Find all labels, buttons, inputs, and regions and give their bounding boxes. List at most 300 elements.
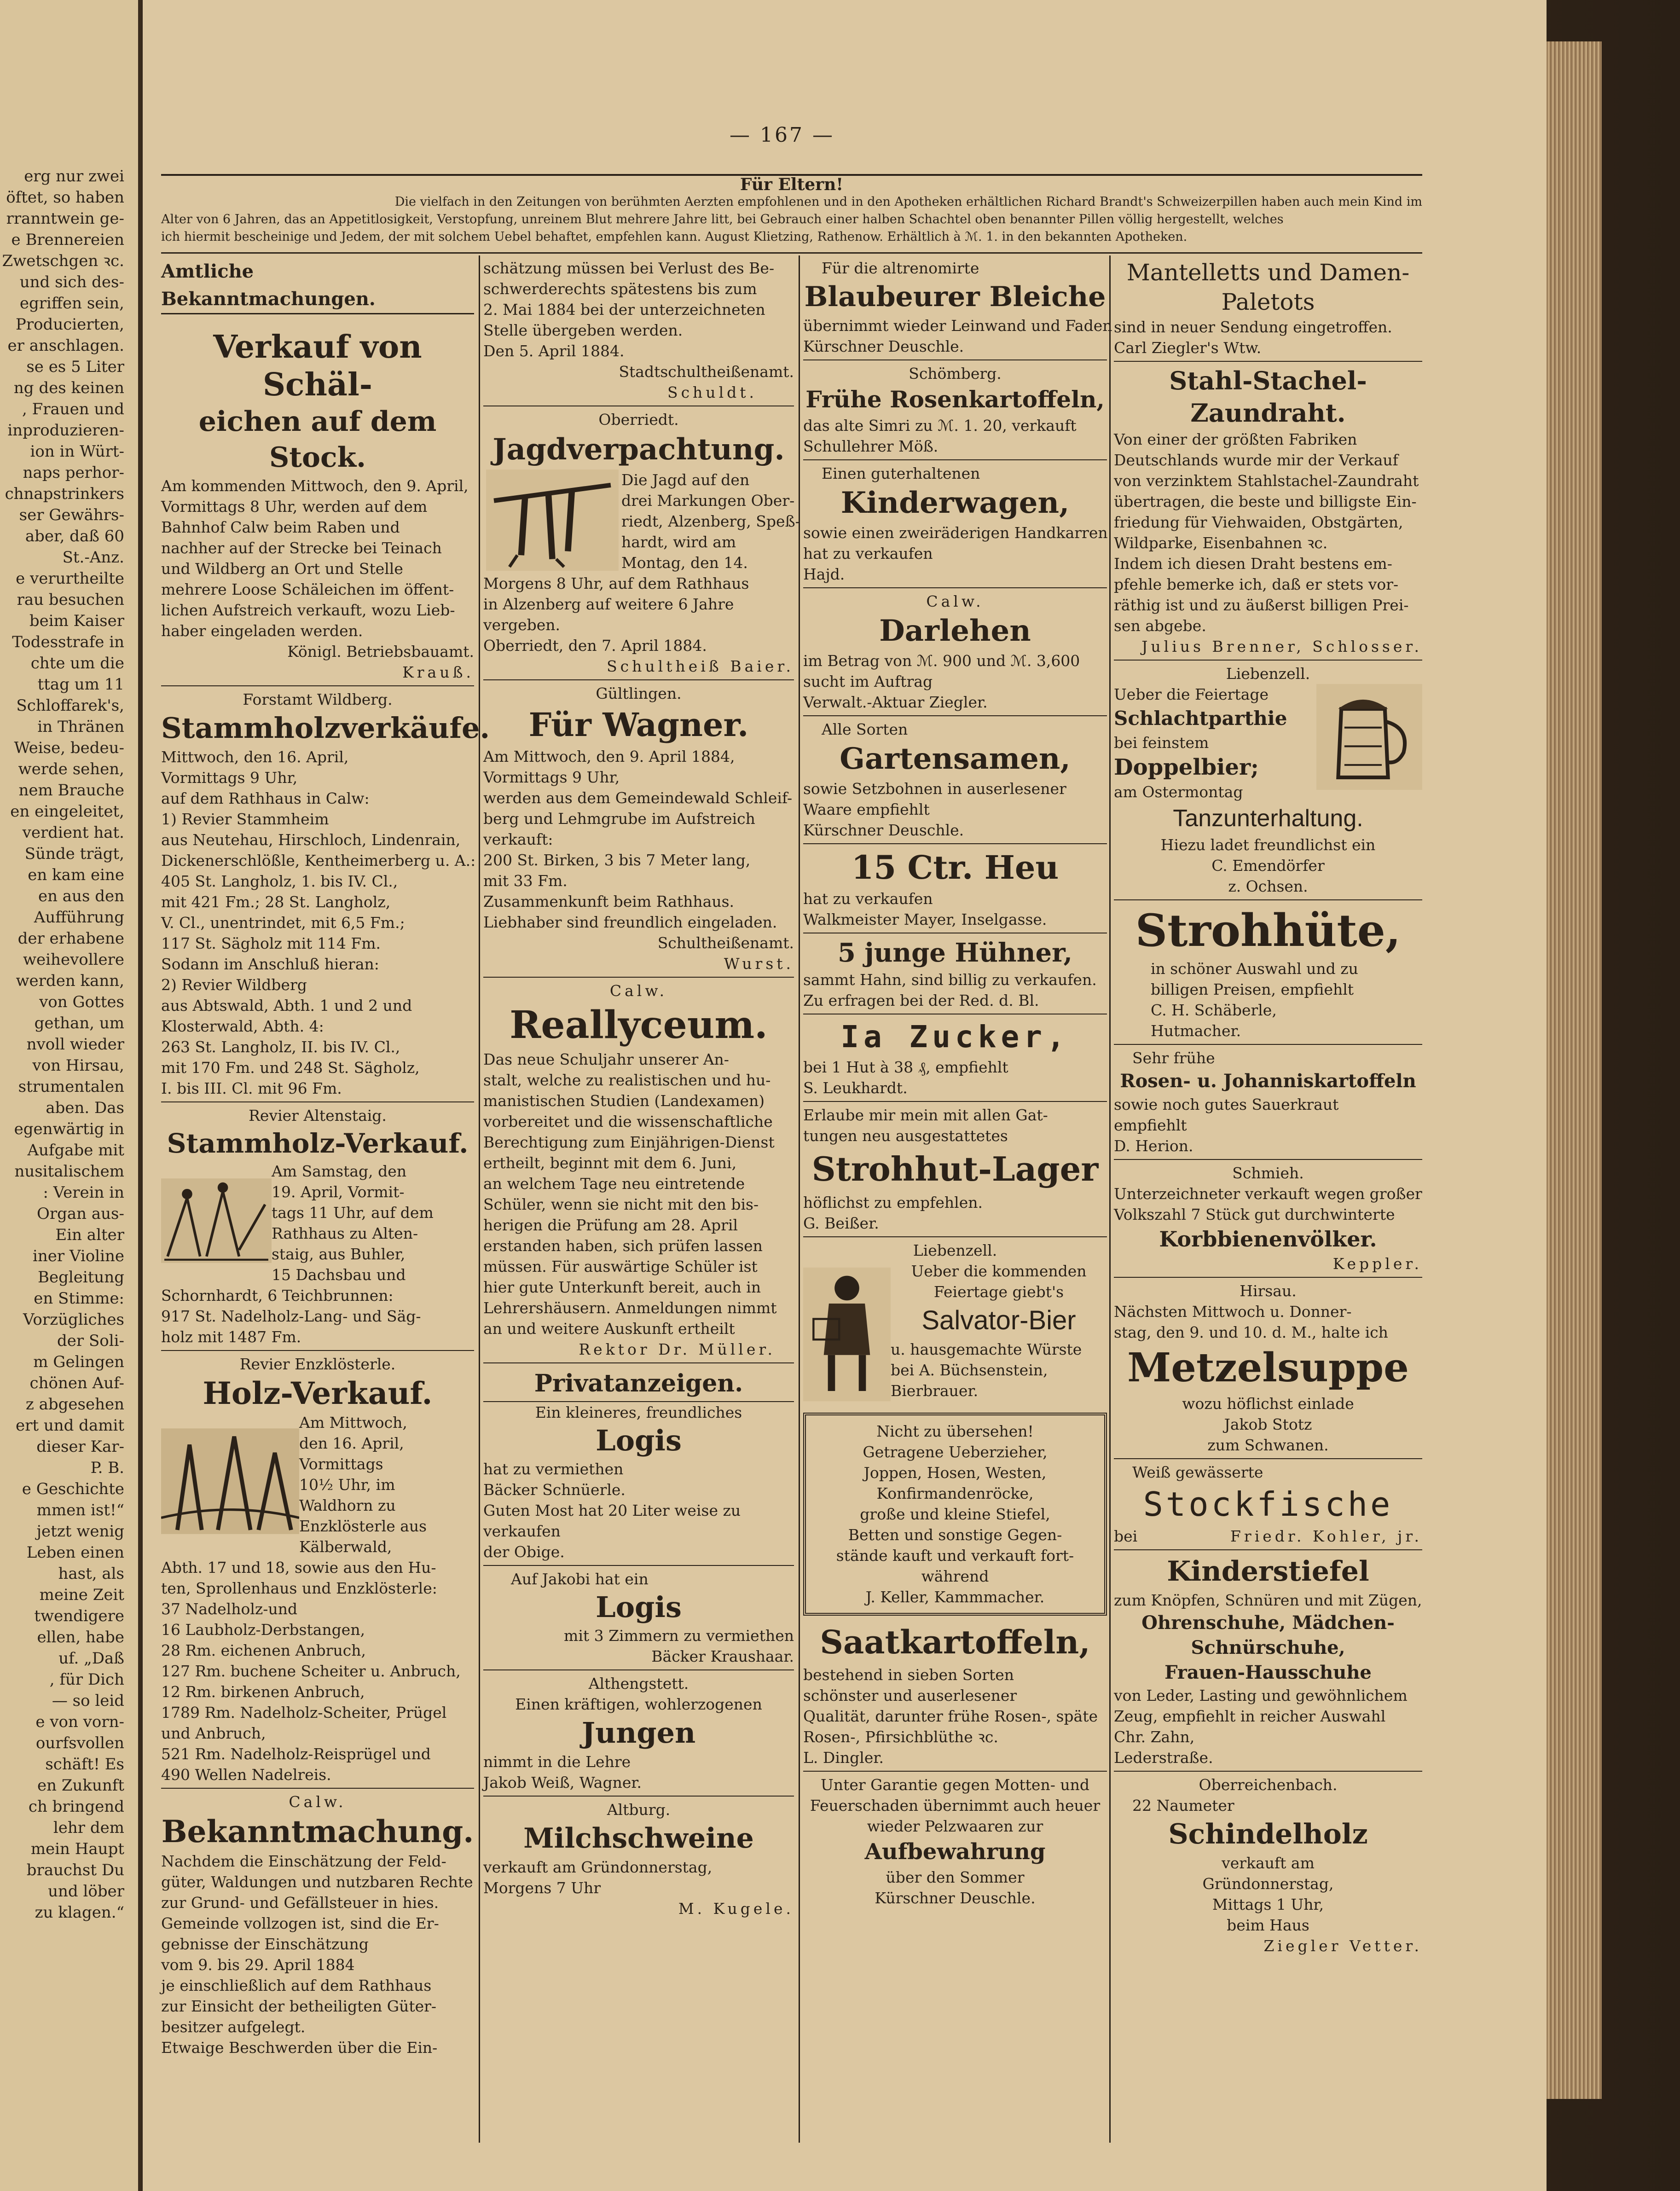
salvator-text-block [891,1261,1107,1408]
stammholz-verkauf-text-b [161,1285,474,1351]
leftcol-line: m Gelingen [33,1353,124,1371]
hirsau-place: Hirsau. [1240,1282,1297,1300]
leftcol-line: egenwärtig in [14,1120,124,1138]
c4d6-line: Volkszahl 7 Stück gut durchwinterte [1114,1206,1395,1223]
c4d5-line: sowie noch gutes Sauerkraut [1114,1096,1339,1113]
c2b5-line: Ein kleineres, freundliches [535,1403,742,1421]
c4d9b-line: Chr. Zahn, [1114,1728,1195,1746]
c4d4-line: in schöner Auswahl und zu [1151,960,1358,978]
c1a2-line: Mittwoch, den 16. April, [161,748,349,766]
kinderwagen-intro: Einen guterhaltenen [822,464,980,482]
jagd-line: Die Jagd auf den [621,471,750,489]
leftcol-line: inproduzieren- [7,421,124,440]
c4d4-line: C. H. Schäberle, [1151,1001,1277,1019]
c1a2-line: mit 170 Fm. und 248 St. Sägholz, [161,1059,420,1077]
vetter-sign: Ziegler Vetter. [1263,1937,1422,1955]
c4d9b-line: Lederstraße. [1114,1749,1213,1767]
c3c11-line: Nicht zu übersehen! [876,1422,1034,1440]
c4d3-line: Hiezu ladet freundlichst ein [1160,836,1376,854]
c3c12-line: schönster und auserlesener [803,1687,1017,1704]
huehner-text [803,969,1107,1014]
leftcol-line: twendigere [34,1607,124,1625]
c3c3-line: hat zu verkaufen [803,545,933,562]
naumeter-text: 22 Naumeter [1132,1797,1234,1814]
reallyceum-title: Reallyceum. [510,1003,768,1047]
c1a2-line: 117 St. Sägholz mit 114 Fm. [161,934,381,952]
c3c11-line: Getragene Ueberzieher, [863,1443,1048,1461]
holz-verkauf-title: Holz-Verkauf. [203,1375,433,1411]
jungen-intro: Einen kräftigen, wohlerzogenen [515,1695,762,1713]
c3c8-line: S. Leukhardt. [803,1079,908,1097]
leftcol-line: ion in Würt- [30,442,124,461]
stammholz-line: 19. April, Vormit- [272,1183,405,1201]
c3c3-line: Hajd. [803,565,845,583]
leftcol-line: ng des keinen [13,379,124,397]
salvator-body [803,1261,1107,1408]
holz-line: ten, Sprollenhaus und Enzklösterle: [161,1579,437,1597]
c1a5-line: je einschließlich auf dem Rathhaus [161,1977,432,1994]
stammholz-line: Schornhardt, 6 Teichbrunnen: [161,1287,394,1304]
leftcol-line: en Zukunft [37,1776,124,1795]
c3c9b-line: G. Beißer. [803,1214,879,1232]
c1a1-line: und Wildberg an Ort und Stelle [161,560,403,578]
c3c13-line: Feuerschaden übernimmt auch heuer [810,1797,1101,1814]
leftcol-line: e Geschichte [22,1480,124,1498]
c4d2-line: Deutschlands wurde mir der Verkauf [1114,451,1398,469]
jagd-line: Morgens 8 Uhr, auf dem Rathhaus [483,574,749,592]
c4d7b-line: zum Schwanen. [1207,1436,1329,1454]
leftcol-line: gethan, um [34,1014,124,1032]
salvator-bier-title: Salvator-Bier [921,1305,1076,1335]
rosenkartoffeln-text [803,415,1107,460]
leftcol-line: jetzt wenig [36,1522,124,1541]
leftcol-line: dieser Kar- [36,1437,124,1456]
leftcol-line: chte um die [30,654,124,672]
leftcol-line: aber, daß 60 [25,527,124,545]
logis-2-title: Logis [596,1590,682,1624]
c4d9s-line: Schnürschuhe, [1191,1637,1345,1658]
schoemberg-place: Schömberg. [909,365,1002,383]
gartensamen-title: Gartensamen, [840,742,1071,776]
leftcol-line: von Gottes [39,993,124,1011]
reallyceum-text [483,1049,794,1339]
stammholz-line: Am Samstag, den [272,1162,407,1180]
strohhut-text [803,1192,1107,1237]
jagd-line: Montag, den 14. [621,554,748,572]
logis-2-intro: Auf Jakobi hat ein [511,1570,649,1588]
leftcol-line: er anschlagen. [7,336,124,355]
c2b5b-line: verkaufen [483,1522,561,1540]
holz-line: Abth. 17 und 18, sowie aus den Hu- [161,1559,436,1577]
c2b6-line: mit 3 Zimmern zu vermiethen [564,1627,794,1645]
leftcol-line: schäft! Es [45,1755,124,1774]
woodcutters-illustration [161,1161,272,1281]
holz-line: 490 Wellen Nadelreis. [161,1766,331,1784]
hunting-trophy-illustration [483,470,621,571]
keller-ad-box [803,1413,1107,1616]
c3c12-line: Qualität, darunter frühe Rosen-, späte [803,1707,1098,1725]
doppelbier-title: Doppelbier; [1114,754,1259,780]
stockfische-intro: Weiß gewässerte [1132,1463,1263,1481]
column-4 [1114,258,1422,1956]
c2b1-line: Stelle übergeben werden. [483,321,683,339]
c4d7-line: stag, den 9. und 10. d. M., halte ich [1114,1323,1388,1341]
stockfische-title: Stockfische [1143,1485,1393,1524]
leftcol-line: en aus den [38,887,124,905]
holz-verkauf-body [161,1412,474,1557]
johanniskartoffeln-title: Rosen- u. Johanniskartoffeln [1120,1070,1416,1092]
c2b5b-line: der Obige. [483,1543,565,1561]
leftcol-line: und löber [48,1882,124,1901]
c3c5-line: sowie Setzbohnen in auserlesener [803,780,1066,798]
wildberg-place: Forstamt Wildberg. [243,690,393,708]
heu-text [803,888,1107,933]
holz-line: Enzklösterle aus [299,1517,427,1535]
schaeleichen-text [161,475,474,641]
liebenzell-place: Liebenzell. [913,1241,997,1259]
bekanntmachung-text [161,1851,474,2058]
stacheldraht-text [1114,429,1422,636]
oberriedt-place: Oberriedt. [598,411,679,429]
c3c7-line: Zu erfragen bei der Red. d. Bl. [803,991,1039,1009]
leftcol-line: brauchst Du [26,1861,124,1879]
leftcol-line: egriffen sein, [19,294,124,313]
c3c13-line: Unter Garantie gegen Motten- und [821,1776,1089,1794]
holz-line: 10½ Uhr, im [299,1476,395,1494]
c2b8-line: verkauft am Gründonnerstag, [483,1858,713,1876]
holz-line: und Anbruch, [161,1724,266,1742]
keller-ad-text [813,1421,1097,1607]
stammholz-verkauf-text-a [272,1161,474,1285]
c1a2-line: I. bis III. Cl. mit 96 Fm. [161,1079,342,1097]
left-page-text [0,0,131,1923]
c3c8-line: bei 1 Hut à 38 ₰, empfiehlt [803,1058,1008,1076]
c3c9b-line: höflichst zu empfehlen. [803,1194,983,1211]
c2b4-line: hier gute Unterkunft bereit, auch in [483,1278,761,1296]
leftcol-line: erg nur zwei [24,167,124,185]
schaeleichen-sign-1: Königl. Betriebsbauamt. [287,643,474,661]
c3c4-line: Verwalt.-Aktuar Ziegler. [803,693,988,711]
c2b4-line: müssen. Für auswärtige Schüler ist [483,1258,758,1275]
c3c6-line: Walkmeister Mayer, Inselgasse. [803,910,1047,928]
c4d2-line: räthig ist und zu äußerst billigen Prei- [1114,596,1409,614]
leftcol-line: hast, als [58,1565,124,1583]
c3c10-line: Ueber die kommenden [911,1262,1087,1280]
leftcol-line: mmen ist!“ [36,1501,124,1519]
leftcol-line: werden kann, [16,972,124,990]
leftcol-line: , für Dich [49,1670,124,1689]
holz-line: Am Mittwoch, [299,1414,407,1432]
fuer-wagner-title: Für Wagner. [528,706,749,744]
kinderstiefel-subtitles [1114,1611,1422,1685]
leftcol-line: ser Gewährs- [19,506,124,524]
amtliche-heading: Amtliche Bekanntmachungen. [161,258,474,314]
stadtschultheissenamt: Stadtschultheißenamt. [619,363,794,381]
aufbewahrung-text [803,1867,1107,1908]
c4d3-line: z. Ochsen. [1228,877,1308,895]
leftcol-line: uf. „Daß [58,1649,124,1668]
c3c12-line: bestehend in sieben Sorten [803,1666,1014,1684]
holz-line: 127 Rm. buchene Scheiter u. Anbruch, [161,1662,461,1680]
saatkartoffeln-title: Saatkartoffeln, [820,1623,1090,1661]
leftcol-line: ch bringend [28,1797,124,1816]
c3c10b-line: u. hausgemachte Würste [891,1340,1082,1358]
leftcol-line: iner Violine [32,1247,124,1265]
c3c12-line: Rosen-, Pfirsichblüthe ꝛc. [803,1728,998,1746]
c2b1-line: Den 5. April 1884. [483,342,625,360]
c1a2-line: 1) Revier Stammheim [161,810,329,828]
leftcol-line: en kam eine [28,866,124,884]
c2b1-line: schätzung müssen bei Verlust des Be- [483,259,775,277]
c1a2-line: V. Cl., unentrindet, mit 6,5 Fm.; [161,914,405,932]
c2b4-line: Berechtigung zum Einjährigen-Dienst [483,1133,775,1151]
c4d4-line: Hutmacher. [1151,1022,1241,1040]
holz-line: den 16. April, [299,1434,404,1452]
c1a5-line: besitzer aufgelegt. [161,2018,306,2036]
c2b3-line: Am Mittwoch, den 9. April 1884, [483,748,735,765]
leftcol-line: in Thränen [37,718,124,736]
leftcol-line: Aufführung [34,908,124,927]
calw-place: Calw. [289,1793,347,1811]
c3c13-line: wieder Pelzwaaren zur [867,1817,1043,1835]
korbbienen-text [1114,1183,1422,1225]
c4d2-line: Wildparke, Eisenbahnen ꝛc. [1114,534,1328,552]
col-divider-3 [1109,255,1111,2143]
c4d2-line: Von einer der größten Fabriken [1114,430,1357,448]
kinderwagen-text [803,522,1107,588]
c2b6-line: Bäcker Kraushaar. [651,1647,794,1665]
leftcol-line: Todesstrafe in [12,633,124,651]
stammholz-line: 15 Dachsbau und [272,1266,406,1284]
logis-1-text [483,1459,794,1566]
c3c5-line: Kürschner Deuschle. [803,821,964,839]
holz-line: Waldhorn zu [299,1496,396,1514]
darlehen-title: Darlehen [879,614,1031,648]
gueltlingen-sign-2: Wurst. [483,953,794,978]
c4d7-line: Nächsten Mittwoch u. Donner- [1114,1303,1352,1321]
c1a1-line: Vormittags 8 Uhr, werden auf dem [161,498,428,516]
strohhuete-title: Strohhüte, [1135,904,1401,956]
jagd-line: hardt, wird am [621,533,736,551]
newspaper-page [143,0,1547,2191]
c2b3-line: berg und Lehmgrube im Aufstreich [483,810,755,828]
c2b1-line: schwerderechts spätestens bis zum [483,280,757,298]
c4d9b-line: von Leder, Lasting und gewöhnlichem [1114,1687,1408,1704]
c1a5-line: güter, Waldungen und nutzbaren Rechte [161,1873,473,1891]
leftcol-line: rranntwein ge- [6,209,124,228]
c2b7-line: Jakob Weiß, Wagner. [483,1774,642,1791]
mantelletts-title-2: Paletots [1221,289,1315,315]
c4d10-line: verkauft am [1222,1854,1315,1872]
forest-illustration [161,1412,299,1550]
c1a2-line: 405 St. Langholz, 1. bis IV. Cl., [161,872,398,890]
leftcol-line: mein Haupt [30,1840,124,1858]
leftcol-line: nem Brauche [18,781,124,800]
c2b3-line: mit 33 Fm. [483,872,568,890]
c1a1-line: Bahnhof Calw beim Raben und [161,518,400,536]
c3c4-line: im Betrag von ℳ. 900 und ℳ. 3,600 [803,652,1080,670]
fuer-eltern-line-1: Die vielfach in den Zeitungen von berühmten Aerzten empfohlenen und in den Apotheken erhältlichen Richard Brandt's Schweizerpillen haben auch mein Kind im [394,195,1422,209]
c3c11-line: J. Keller, Kammmacher. [865,1588,1045,1606]
fuer-eltern-ad [161,176,1422,246]
schlachtparthie-text-block [1114,684,1316,802]
leftcol-line: meine Zeit [39,1586,124,1604]
c2b3-line: Zusammenkunft beim Rathhaus. [483,893,735,910]
stammholzverkaeufe-title: Stammholzverkäufe. [161,711,490,745]
leftcol-line: der erhabene [17,929,124,948]
leftcol-line: aben. Das [46,1099,124,1117]
leftcol-line: zu klagen.“ [35,1903,124,1922]
bekanntmachung-title: Bekanntmachung. [161,1814,474,1849]
rosenkartoffeln-title: Frühe Rosenkartoffeln, [805,386,1105,413]
column-2 [483,258,800,1919]
zucker-text [803,1057,1107,1102]
c3c3-line: sowie einen zweiräderigen Handkarren [803,524,1108,542]
calw-darlehen-place: Calw. [926,592,984,610]
c4d2-line: Indem ich diesen Draht bestens em- [1114,555,1392,573]
leftcol-line: beim Kaiser [29,612,124,630]
leftcol-line: Leben einen [26,1543,124,1562]
oberreichenbach-place: Oberreichenbach. [1199,1776,1338,1794]
leftcol-line: Sünde trägt, [24,845,124,863]
keppler-sign: Keppler. [1114,1253,1422,1278]
leftcol-line: Schloffarek's, [16,696,124,715]
c1a5-line: zur Grund- und Gefällsteuer in hies. [161,1894,439,1912]
stammholz-line: tags 11 Uhr, auf dem [272,1204,434,1222]
enzkloesterle-place: Revier Enzklösterle. [239,1355,396,1373]
stammholz-line: staig, aus Buhler, [272,1245,406,1263]
darlehen-text [803,650,1107,716]
c1a2-line: Sodann im Anschluß hieran: [161,955,379,973]
c4d10-line: Gründonnerstag, [1202,1875,1334,1893]
page-edges [1547,41,1602,2099]
c1a2-line: Dickenerschlößle, Kentheimerberg u. A.: [161,852,476,869]
leftcol-line: en Stimme: [34,1289,124,1308]
logis-1-title: Logis [596,1424,682,1457]
c3c9-line: Erlaube mir mein mit allen Gat- [803,1106,1048,1124]
c2b4-line: Lehrershäusern. Anmeldungen nimmt [483,1299,777,1317]
holz-line: 1789 Rm. Nadelholz-Scheiter, Prügel [161,1704,447,1722]
c2b3-line: Vormittags 9 Uhr, [483,768,620,786]
salvator-intro [891,1261,1107,1302]
c1a2-line: aus Abtswald, Abth. 1 und 2 und [161,997,412,1014]
c4d2-line: übertragen, die beste und billigste Ein- [1114,493,1417,510]
tanzunterhaltung-title: Tanzunterhaltung. [1173,805,1363,832]
holz-line: Vormittags [299,1455,383,1473]
mantelletts-text [1114,317,1422,362]
leftcol-line: Vorzügliches [23,1310,124,1329]
c1a1-line: Am kommenden Mittwoch, den 9. April, [161,477,469,495]
feinstem-text: bei feinstem [1114,734,1209,752]
c3c13b-line: über den Sommer [886,1868,1025,1886]
leftcol-line: Weise, bedeu- [14,739,124,757]
leftcol-line: chnapstrinkers [5,485,124,503]
leftcol-line: nvoll wieder [26,1035,124,1054]
brewer-illustration [803,1261,891,1408]
c4d9s-line: Frauen-Hausschuhe [1164,1662,1372,1683]
c4d4-line: billigen Preisen, empfiehlt [1151,980,1354,998]
c4d10-line: beim Haus [1227,1916,1309,1934]
altenstaig-place: Revier Altenstaig. [249,1107,387,1124]
holz-verkauf-text-b [161,1557,474,1789]
c3c7-line: sammt Hahn, sind billig zu verkaufen. [803,971,1097,989]
leftcol-line: se es 5 Liter [26,358,124,376]
page-number: — 167 — [730,123,834,147]
stammholz-line: 917 St. Nadelholz-Lang- und Säg- [161,1307,421,1325]
jagd-line: in Alzenberg auf weitere 6 Jahre [483,595,734,613]
kohler-sign: Friedr. Kohler, jr. [1230,1527,1422,1545]
c3c11-line: Betten und sonstige Gegen- [848,1526,1062,1544]
c1a5-line: zur Einsicht der betheiligten Güter- [161,1997,437,2015]
metzelsuppe-title: Metzelsuppe [1127,1345,1409,1391]
leftcol-line: P. B. [90,1459,124,1477]
schaeleichen-title-2: eichen auf dem Stock. [198,406,437,474]
c4d2-line: pfehle bemerke ich, daß er stets vor- [1114,575,1399,593]
c3c12-line: L. Dingler. [803,1749,884,1767]
leftcol-line: Aufgabe mit [27,1141,124,1159]
jungen-title: Jungen [581,1716,696,1750]
c3c11-line: während [921,1567,989,1585]
c3c10b-line: Bierbrauer. [891,1382,979,1400]
huehner-title: 5 junge Hühner, [837,938,1073,968]
stacheldraht-title-1: Stahl-Stachel- [1169,366,1367,395]
stammholz-verkauf-body [161,1161,474,1285]
stammholz-verkauf-title: Stammholz-Verkauf. [167,1128,469,1159]
c2b3-line: 200 St. Birken, 3 bis 7 Meter lang, [483,851,751,869]
aufbewahrung-title: Aufbewahrung [864,1839,1046,1865]
c3c1-line: Kürschner Deuschle. [803,337,964,355]
kinderwagen-title: Kinderwagen, [840,486,1070,520]
leftcol-line: ellen, habe [37,1628,124,1646]
c1a2-line: 2) Revier Wildberg [161,976,307,994]
c4d6-line: Unterzeichneter verkauft wegen großer [1114,1185,1422,1203]
c1a5-line: Nachdem die Einschätzung der Feld- [161,1852,446,1870]
c4d7b-line: wozu höflichst einlade [1182,1395,1354,1413]
reallyceum-sign: Rektor Dr. Müller. [483,1339,794,1363]
leftcol-line: ttag um 11 [37,675,124,694]
kinderstiefel-text [1114,1685,1422,1772]
jagd-line: drei Markungen Ober- [621,492,795,510]
leftcol-line: ert und damit [15,1416,124,1435]
bleiche-intro: Für die altrenomirte [822,259,979,277]
leftcol-line: weihevollere [23,951,124,969]
c3c2-line: Schullehrer Möß. [803,437,938,455]
leftcol-line: en eingeleitet, [10,802,124,821]
c2b4-line: stalt, welche zu realistischen und hu- [483,1071,771,1089]
leftcol-line: , Frauen und [22,400,124,418]
jagd-line: vergeben. [483,616,560,634]
brenner-sign: Julius Brenner, Schlosser. [1114,636,1422,661]
c4d2-line: von verzinktem Stahlstachel-Zaundraht [1114,472,1419,490]
privatanzeigen-title: Privatanzeigen. [483,1366,794,1402]
c2b4-line: erstanden haben, sich prüfen lassen [483,1237,763,1255]
einschaetzung-text [483,258,794,361]
c4d9-line: zum Knöpfen, Schnüren und mit Zügen, [1114,1591,1422,1609]
korbbienenvoelker-title: Korbbienenvölker. [1159,1227,1377,1252]
leftcol-line: Begleitung [38,1268,124,1287]
c4d5-line: D. Herion. [1114,1137,1193,1155]
heu-title: 15 Ctr. Heu [851,848,1059,887]
schmieh-place: Schmieh. [1232,1164,1304,1182]
kinderstiefel-title: Kinderstiefel [1167,1555,1369,1588]
holz-line: 521 Rm. Nadelholz-Reisprügel und [161,1745,431,1763]
c2b5b-line: hat zu vermiethen [483,1460,624,1478]
c2b5b-line: Guten Most hat 20 Liter weise zu [483,1501,741,1519]
c2b4-line: manistischen Studien (Landexamen) [483,1092,765,1110]
c1a2-line: mit 421 Fm.; 28 St. Langholz, [161,893,391,911]
leftcol-line: öftet, so haben [6,188,124,207]
leftcol-line: e Brennereien [11,231,124,249]
